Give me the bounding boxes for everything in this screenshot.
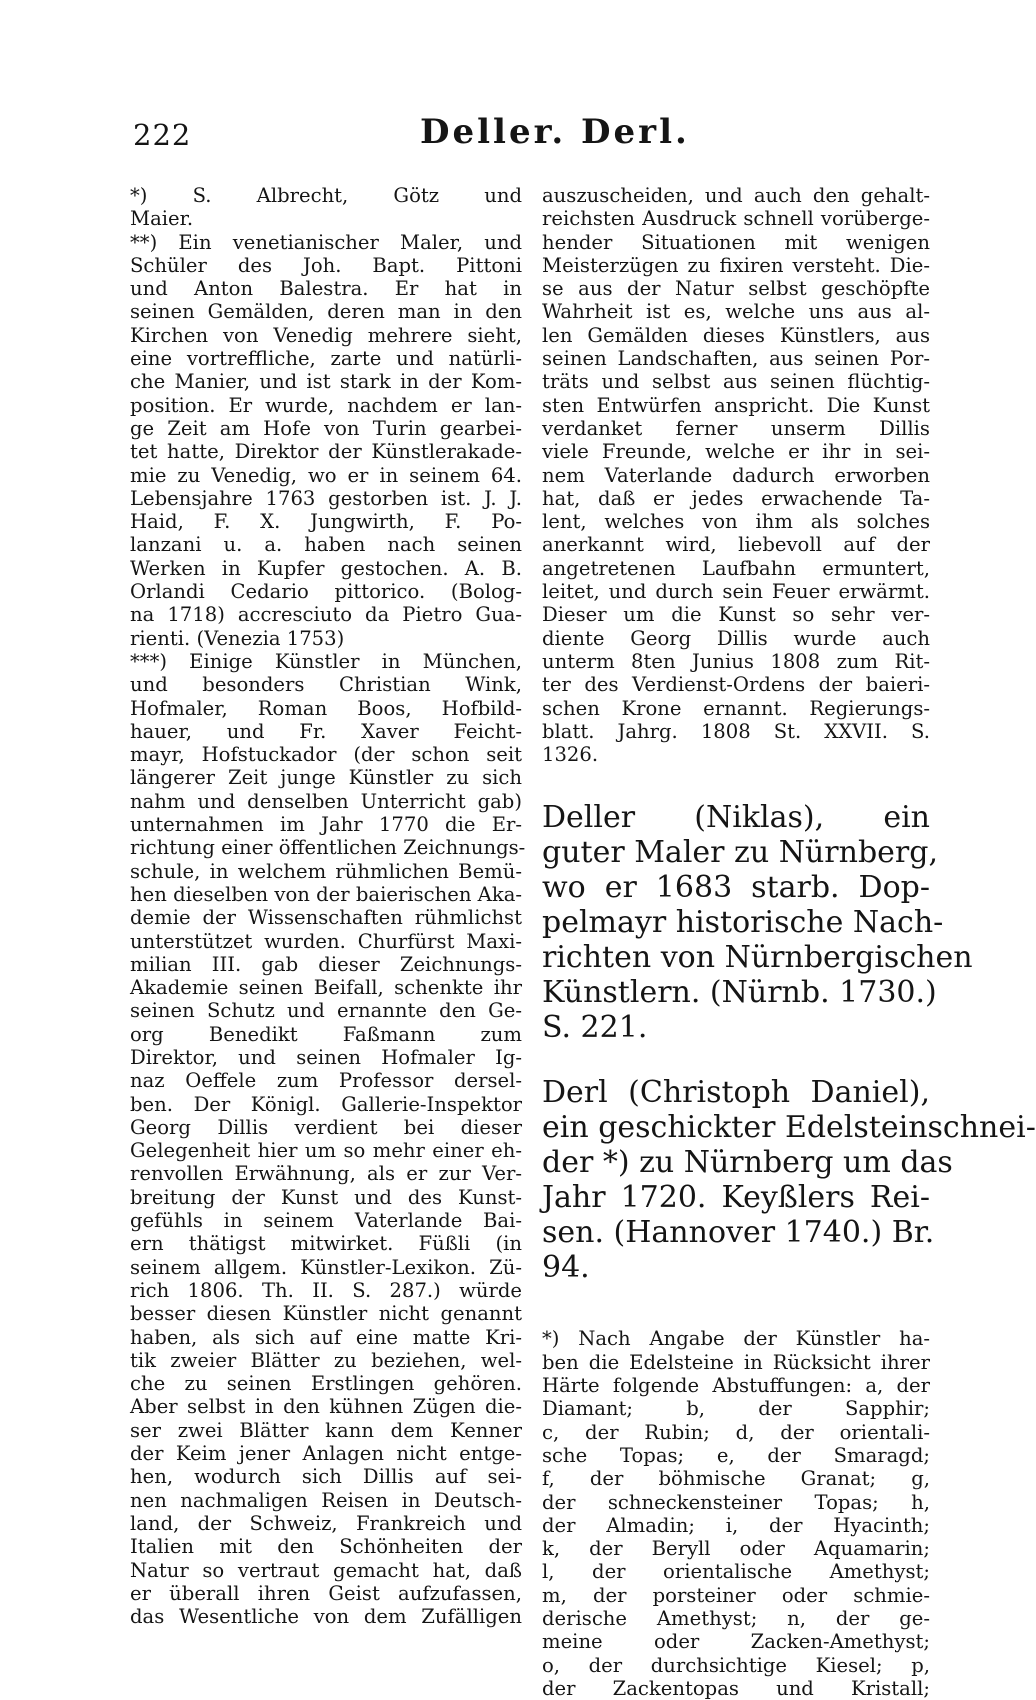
text-line: hender Situationen mit wenigen <box>542 230 930 254</box>
text-line: nahm und denselben Unterricht gab) <box>130 789 522 813</box>
text-line: len Gemälden dieses Künstlers, aus <box>542 323 930 347</box>
text-line: nem Vaterlande dadurch erworben <box>542 463 930 487</box>
text-line: der Keim jener Anlagen nicht entge- <box>130 1442 522 1466</box>
spacer <box>542 766 930 800</box>
text-line: demie der Wissenschaften rühmlichst <box>130 906 522 930</box>
left-column <box>130 184 526 1629</box>
text-line: o, der durchsichtige Kiesel; p, <box>542 1653 930 1677</box>
text-line: hauer, und Fr. Xaver Feicht- <box>130 719 522 743</box>
text-line: breitung der Kunst und des Kunst- <box>130 1185 522 1209</box>
text-line: leitet, und durch sein Feuer erwärmt. <box>542 580 930 604</box>
right-column <box>542 184 1036 1700</box>
text-line: Akademie seinen Beifall, schenkte ihr <box>130 976 522 1000</box>
text-line: *) Nach Angabe der Künstler ha- <box>542 1327 930 1351</box>
text-line: lanzani u. a. haben nach seinen <box>130 533 522 557</box>
text-line: land, der Schweiz, Frankreich und <box>130 1511 522 1535</box>
text-line: renvollen Erwähnung, als er zur Ver- <box>130 1162 522 1186</box>
entry-line: 94. <box>542 1250 590 1286</box>
text-line: eine vortreffliche, zarte und natürli- <box>130 347 522 371</box>
text-line: Aber selbst in den kühnen Zügen die- <box>130 1395 522 1419</box>
text-line: tik zweier Blätter zu beziehen, wel- <box>130 1348 522 1372</box>
text-line: verdanket ferner unserm Dillis <box>542 416 930 440</box>
text-line: schule, in welchem rühmlichen Bemü- <box>130 859 522 883</box>
entry-line: wo er 1683 starb. Dop- <box>542 870 930 906</box>
text-line: der schneckensteiner Topas; h, <box>542 1490 930 1514</box>
entry-derl <box>542 1075 1036 1286</box>
text-line: seinen Landschaften, aus seinen Por- <box>542 347 930 371</box>
entry-line: S. 221. <box>542 1010 648 1046</box>
text-line: f, der böhmische Granat; g, <box>542 1467 930 1491</box>
footnote-continuation <box>542 184 930 766</box>
text-line: ***) Einige Künstler in München, <box>130 649 522 673</box>
text-line: Georg Dillis verdient bei dieser <box>130 1115 522 1139</box>
text-line: ter des Verdienst-Ordens der baieri- <box>542 673 930 697</box>
text-line: hen dieselben von der baierischen Aka- <box>130 882 522 906</box>
text-line: unterstützet wurden. Churfürst Maxi- <box>130 929 522 953</box>
text-line: na 1718) accresciuto da Pietro Gua- <box>130 603 522 627</box>
text-line: sten Entwürfen anspricht. Die Kunst <box>542 393 930 417</box>
entry-line: Deller (Niklas), ein <box>542 800 930 836</box>
text-line: der Zackentopas und Kristall; <box>542 1676 930 1700</box>
text-line: Orlandi Cedario pittorico. (Bolog- <box>130 580 522 604</box>
text-line: Schüler des Joh. Bapt. Pittoni <box>130 253 522 277</box>
text-line: lent, welches von ihm als solches <box>542 510 930 534</box>
entry-line: Jahr 1720. Keyßlers Rei- <box>542 1180 930 1216</box>
entry-line: Derl (Christoph Daniel), <box>542 1075 930 1111</box>
text-line: *) S. Albrecht, Götz und <box>130 184 522 207</box>
text-line: auszuscheiden, und auch den gehalt- <box>542 184 930 207</box>
text-line: tet hatte, Direktor der Künstlerakade- <box>130 440 522 464</box>
text-line: unterm 8ten Junius 1808 zum Rit- <box>542 649 930 673</box>
text-line: besser diesen Künstler nicht genannt <box>130 1302 522 1326</box>
text-line: rienti. (Venezia 1753) <box>130 626 345 650</box>
text-line: und Anton Balestra. Er hat in <box>130 277 522 301</box>
text-line: anerkannt wird, liebevoll auf der <box>542 533 930 557</box>
text-line: Hofmaler, Roman Boos, Hofbild- <box>130 696 522 720</box>
text-line: diente Georg Dillis wurde auch <box>542 626 930 650</box>
text-line: se aus der Natur selbst geschöpfte <box>542 277 930 301</box>
text-line: Härte folgende Abstuffungen: a, der <box>542 1374 930 1398</box>
text-line: org Benedikt Faßmann zum <box>130 1022 522 1046</box>
running-head: Deller. Derl. <box>420 112 690 152</box>
page-number: 222 <box>133 118 192 152</box>
text-line: und besonders Christian Wink, <box>130 673 522 697</box>
spacer <box>542 1285 930 1327</box>
text-line: 1326. <box>542 743 599 767</box>
text-line: **) Ein venetianischer Maler, und <box>130 230 522 254</box>
text-line: Gelegenheit hier um so mehr einer eh- <box>130 1139 522 1163</box>
text-line: ben. Der Königl. Gallerie-Inspektor <box>130 1092 522 1116</box>
text-line: angetretenen Laufbahn ermuntert, <box>542 556 930 580</box>
text-line: Maier. <box>130 207 194 231</box>
text-line: gefühls in seinem Vaterlande Bai- <box>130 1209 522 1233</box>
text-line: hen, wodurch sich Dillis auf sei- <box>130 1465 522 1489</box>
text-line: mie zu Venedig, wo er in seinem 64. <box>130 463 522 487</box>
text-line: er überall ihren Geist aufzufassen, <box>130 1581 522 1605</box>
text-line: hat, daß er jedes erwachende Ta- <box>542 486 930 510</box>
entry-line: pelmayr historische Nach- <box>542 905 944 941</box>
text-line: das Wesentliche von dem Zufälligen <box>130 1605 522 1629</box>
footnote-gemstones <box>542 1327 930 1700</box>
entry-line: richten von Nürnbergischen <box>542 940 973 976</box>
text-line: viele Freunde, welche er ihr in sei- <box>542 440 930 464</box>
text-line: reichsten Ausdruck schnell vorüberge- <box>542 207 930 231</box>
spacer <box>542 1045 930 1075</box>
text-line: Werken in Kupfer gestochen. A. B. <box>130 556 522 580</box>
text-line: blatt. Jahrg. 1808 St. XXVII. S. <box>542 719 930 743</box>
entry-line: Künstlern. (Nürnb. 1730.) <box>542 975 937 1011</box>
entry-line: sen. (Hannover 1740.) Br. <box>542 1215 935 1251</box>
text-line: naz Oeffele zum Professor dersel- <box>130 1069 522 1093</box>
entry-deller <box>542 800 973 1046</box>
text-line: meine oder Zacken-Amethyst; <box>542 1630 930 1654</box>
entry-line: ein geschickter Edelsteinschnei- <box>542 1110 1036 1146</box>
text-line: che zu seinen Erstlingen gehören. <box>130 1372 522 1396</box>
text-line: Dieser um die Kunst so sehr ver- <box>542 603 930 627</box>
text-line: seinen Gemälden, deren man in den <box>130 300 522 324</box>
text-line: ben die Edelsteine in Rücksicht ihrer <box>542 1350 930 1374</box>
text-line: k, der Beryll oder Aquamarin; <box>542 1537 930 1561</box>
text-line: sche Topas; e, der Smaragd; <box>542 1443 930 1467</box>
entry-line: guter Maler zu Nürnberg, <box>542 835 938 871</box>
text-line: seinem allgem. Künstler-Lexikon. Zü- <box>130 1255 522 1279</box>
text-line: che Manier, und ist stark in der Kom- <box>130 370 522 394</box>
text-line: Natur so vertraut gemacht hat, daß <box>130 1558 522 1582</box>
text-line: position. Er wurde, nachdem er lan- <box>130 393 522 417</box>
text-line: Diamant; b, der Sapphir; <box>542 1397 930 1421</box>
text-line: Italien mit den Schönheiten der <box>130 1535 522 1559</box>
text-line: ser zwei Blätter kann dem Kenner <box>130 1418 522 1442</box>
text-line: c, der Rubin; d, der orientali- <box>542 1420 930 1444</box>
text-line: schen Krone ernannt. Regierungs- <box>542 696 930 720</box>
text-line: Direktor, und seinen Hofmaler Ig- <box>130 1045 522 1069</box>
text-line: mayr, Hofstuckador (der schon seit <box>130 743 522 767</box>
text-line: träts und selbst aus seinen flüchtig- <box>542 370 930 394</box>
text-line: l, der orientalische Amethyst; <box>542 1560 930 1584</box>
text-line: der Almadin; i, der Hyacinth; <box>542 1513 930 1537</box>
text-line: Meisterzügen zu fixiren versteht. Die- <box>542 253 930 277</box>
text-line: Haid, F. X. Jungwirth, F. Po- <box>130 510 522 534</box>
text-line: Wahrheit ist es, welche uns aus al- <box>542 300 930 324</box>
text-line: milian III. gab dieser Zeichnungs- <box>130 952 522 976</box>
entry-line: der *) zu Nürnberg um das <box>542 1145 953 1181</box>
text-line: derische Amethyst; n, der ge- <box>542 1606 930 1630</box>
text-line: m, der porsteiner oder schmie- <box>542 1583 930 1607</box>
text-line: ge Zeit am Hofe von Turin gearbei- <box>130 416 522 440</box>
text-line: unternahmen im Jahr 1770 die Er- <box>130 813 522 837</box>
text-line: richtung einer öffentlichen Zeichnungs- <box>130 836 526 860</box>
text-line: nen nachmaligen Reisen in Deutsch- <box>130 1488 522 1512</box>
text-line: haben, als sich auf eine matte Kri- <box>130 1325 522 1349</box>
text-line: seinen Schutz und ernannte den Ge- <box>130 999 522 1023</box>
text-line: rich 1806. Th. II. S. 287.) würde <box>130 1278 522 1302</box>
text-line: ern thätigst mitwirket. Füßli (in <box>130 1232 522 1256</box>
text-line: längerer Zeit junge Künstler zu sich <box>130 766 522 790</box>
text-line: Lebensjahre 1763 gestorben ist. J. J. <box>130 486 522 510</box>
text-line: Kirchen von Venedig mehrere sieht, <box>130 323 522 347</box>
